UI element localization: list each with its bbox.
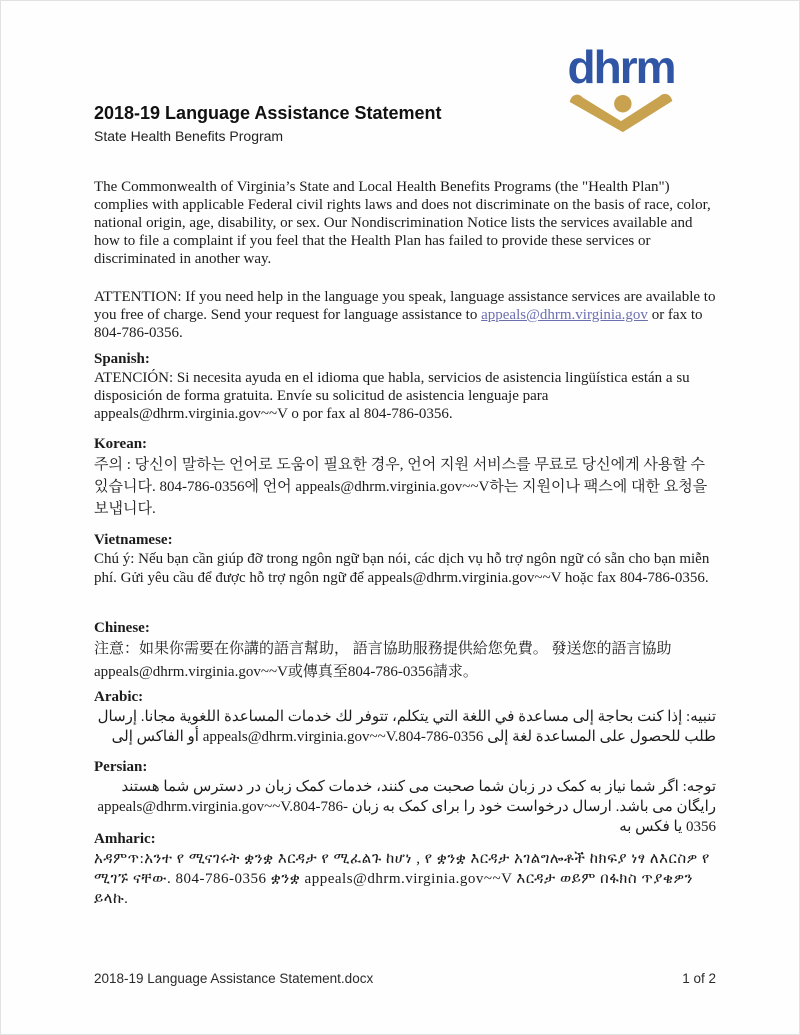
page-subtitle: State Health Benefits Program bbox=[94, 128, 284, 144]
section-text-spanish: ATENCIÓN: Si necesita ayuda en el idioma que habla, servicios de asistencia lingüística están a su disposición de forma gratuita. Envíe su solicitud de asistencia lenguaje para appeals@dhrm.virginia.gov~~V o por fax al 804-786-0356. bbox=[94, 370, 690, 422]
section-text-persian: توجه: اگر شما نیاز به کمک در زبان شما صحبت می کنند، خدمات کمک زبان در دسترس شما هستند رایگان می باشد. ارسال درخواست خود را برای کمک به زبان appeals@dhrm.virginia.gov~~V.804-786-0356 یا فکس به bbox=[97, 779, 716, 835]
section-label-amharic: Amharic: bbox=[94, 831, 156, 847]
section-arabic bbox=[94, 689, 716, 747]
section-label-arabic: Arabic: bbox=[94, 689, 144, 705]
footer-page-number: 1 of 2 bbox=[682, 971, 716, 986]
section-korean bbox=[94, 436, 716, 520]
section-label-spanish: Spanish: bbox=[94, 351, 150, 367]
section-text-vietnamese: Chú ý: Nếu bạn cần giúp đỡ trong ngôn ngữ bạn nói, các dịch vụ hỗ trợ ngôn ngữ có sẵn cho bạn miễn phí. Gửi yêu cầu để được hỗ trợ ngôn ngữ để appeals@dhrm.virginia.gov~~V hoặc fax 804-786-0356. bbox=[94, 551, 710, 586]
section-label-korean: Korean: bbox=[94, 436, 148, 452]
email-link[interactable]: appeals@dhrm.virginia.gov bbox=[481, 307, 648, 323]
section-vietnamese bbox=[94, 532, 716, 588]
section-text-chinese: 注意：如果你需要在你講的語言幫助， 語言協助服務提供給您免費。 發送您的語言協助 appeals@dhrm.virginia.gov~~V或傳真至804-786-0356請求。 bbox=[94, 641, 672, 680]
page-title: 2018-19 Language Assistance Statement bbox=[94, 103, 442, 123]
section-label-chinese: Chinese: bbox=[94, 620, 150, 636]
section-amharic bbox=[94, 831, 716, 909]
attention-paragraph bbox=[94, 288, 716, 342]
dhrm-logo-text: dhrm bbox=[567, 41, 675, 93]
section-label-vietnamese: Vietnamese: bbox=[94, 532, 173, 548]
section-spanish bbox=[94, 351, 716, 423]
section-text-arabic: تنبيه: إذا كنت بحاجة إلى مساعدة في اللغة التي يتكلم، تتوفر لك خدمات المساعدة اللغوية مجانا. إرسال طلب للحصول على المساعدة لغة إلى appeals@dhrm.virginia.gov~~V.804-786-0356 أو الفاكس إلى bbox=[97, 709, 716, 745]
dhrm-swoosh-icon bbox=[566, 90, 676, 134]
intro-paragraph: The Commonwealth of Virginia’s State and Local Health Benefits Programs (the "Health Plan") complies with applicable Federal civil rights laws and does not discriminate on the basis of race, color, national origin, age, disability, or sex. Our Nondiscrimination Notice lists the services available and how to file a complaint if you feel that the Health Plan has failed to provide these services or discriminated in another way. bbox=[94, 179, 711, 267]
section-persian bbox=[94, 759, 716, 837]
section-chinese bbox=[94, 620, 716, 684]
section-text-korean: 주의 : 당신이 말하는 언어로 도움이 필요한 경우, 언어 지원 서비스를 무료로 당신에게 사용할 수 있습니다. 804-786-0356에 언어 appeals@dhrm.virginia.gov~~V하는 지원이나 팩스에 대한 요청을 보냅니다. bbox=[94, 457, 708, 517]
page-footer bbox=[94, 971, 716, 986]
attention-text-after: or fax to 804-786-0356. bbox=[94, 307, 703, 341]
attention-text-before: ATTENTION: If you need help in the language you speak, language assistance services are available to you free of charge. Send your request for language assistance to bbox=[94, 289, 716, 323]
footer-filename: 2018-19 Language Assistance Statement.docx bbox=[94, 971, 374, 986]
section-label-persian: Persian: bbox=[94, 759, 148, 775]
section-text-amharic: አዳምጥ:አንተ የ ሚናገሩት ቋንቋ እርዳታ የ ሚፈልጉ ከሆነ , የ ቋንቋ እርዳታ አገልግሎቶች ከክፍያ ነፃ ለእርስዎ የ ሚገኙ ናቸው. 804-786-0356 ቋንቋ appeals@dhrm.virginia.gov~~V እርዳታ ወይም በፋክስ ጥያቄዎን ይላኩ. bbox=[94, 851, 710, 907]
dhrm-logo bbox=[562, 41, 680, 134]
